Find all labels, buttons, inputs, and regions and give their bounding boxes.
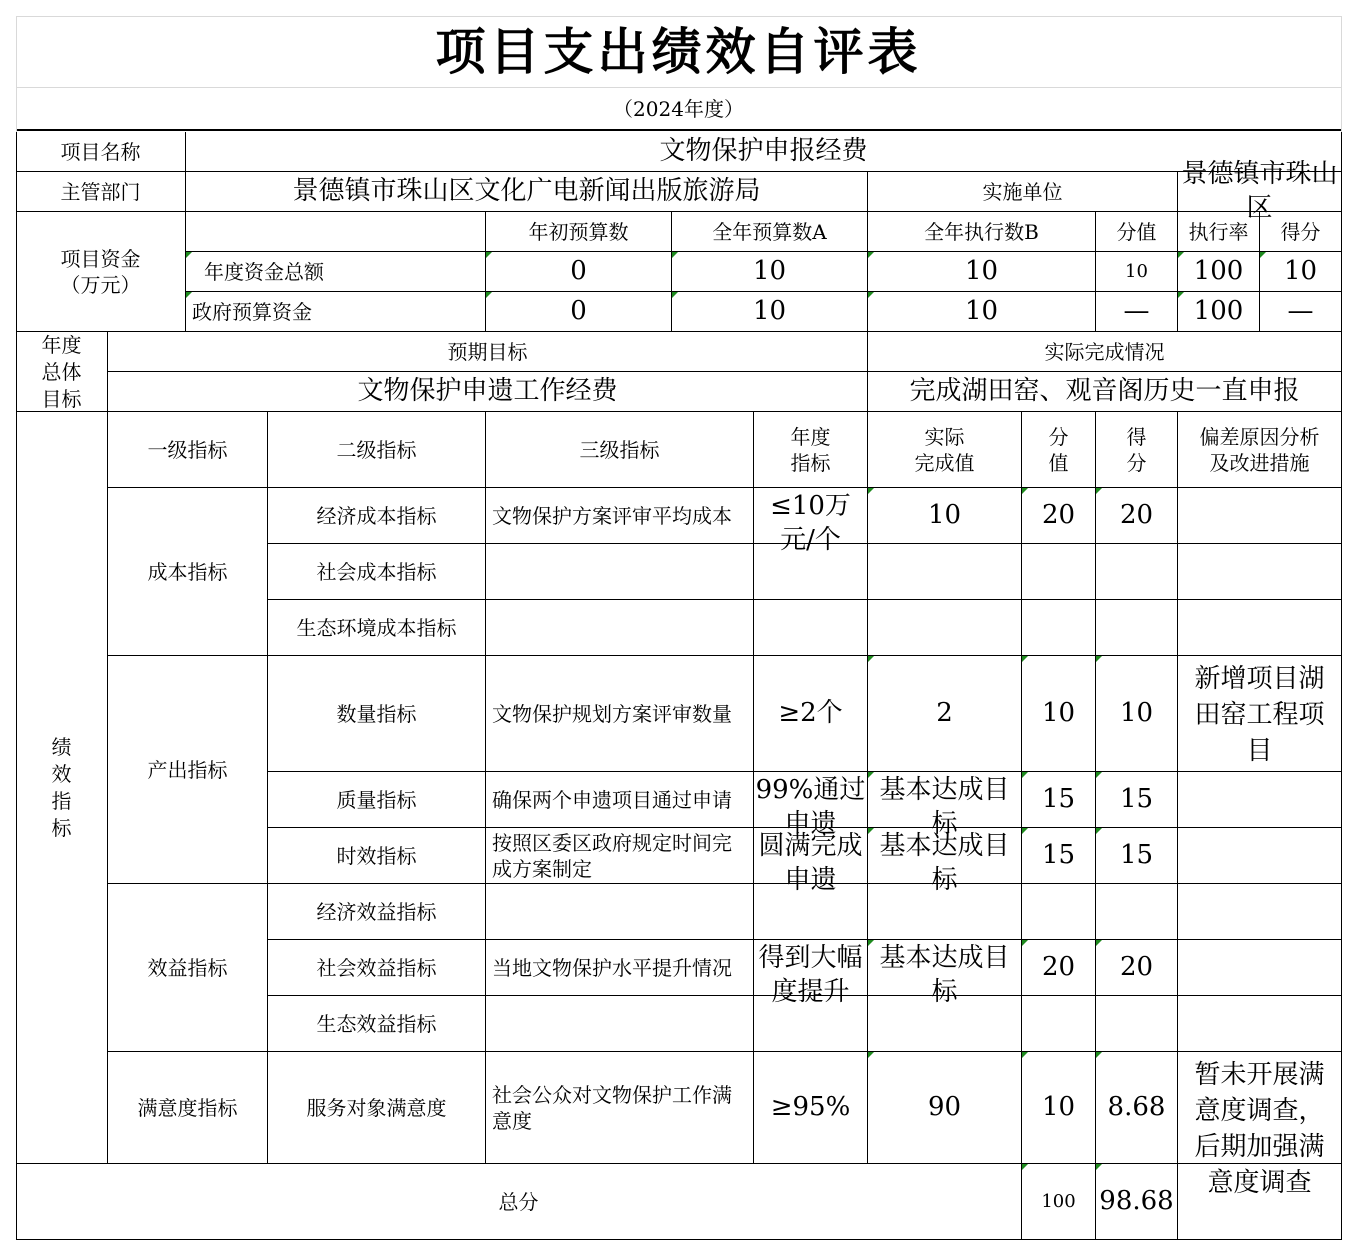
label-annual-goal	[16, 332, 108, 412]
indicator-deviation	[1178, 940, 1342, 996]
indicator-annual-target-text: 圆满完成申遗	[758, 831, 863, 895]
indicator-annual-target	[754, 884, 868, 940]
indicator-score	[1096, 828, 1178, 884]
funds-total-rate	[1178, 252, 1260, 292]
indicator-score-value-text: 15	[1041, 839, 1076, 870]
indicator-actual-value-text: 90	[927, 1091, 962, 1122]
header-annual-budget-text: 全年预算数A	[712, 219, 827, 244]
indicator-level2-text: 生态环境成本指标	[296, 615, 457, 640]
label-total-score-text: 总分	[498, 1189, 539, 1214]
funds-gov-rate-text: 100	[1193, 295, 1244, 326]
indicator-annual-target	[754, 1052, 868, 1164]
indicator-score-value	[1022, 544, 1096, 600]
indicator-annual-target	[754, 544, 868, 600]
indicator-score-text: 10	[1119, 697, 1154, 728]
indicator-actual-value	[868, 600, 1022, 656]
indicator-deviation-text: 暂未开展满意度调查，后期加强满意度调查	[1194, 1060, 1325, 1198]
funds-total-executed-text: 10	[964, 255, 999, 286]
label-annual-goal-text: 年度 总体 目标	[41, 333, 82, 411]
header-level2	[268, 412, 486, 488]
project-name-text: 文物保护申报经费	[659, 135, 868, 166]
indicator-annual-target	[754, 996, 868, 1052]
indicator-deviation	[1178, 656, 1342, 772]
indicator-level3-text: 社会公众对文物保护工作满意度	[492, 1082, 732, 1133]
funds-gov-initial-text: 0	[570, 295, 587, 326]
label-department	[16, 172, 186, 212]
indicator-score-text: 15	[1119, 783, 1154, 814]
header-expected-goal	[108, 332, 868, 372]
funds-label-gov	[186, 292, 486, 332]
indicator-score	[1096, 772, 1178, 828]
label-funds-text: 项目资金 （万元）	[60, 246, 141, 297]
header-deviation	[1178, 412, 1342, 488]
indicator-annual-target	[754, 488, 868, 555]
indicator-score-value-text: 15	[1041, 783, 1076, 814]
indicator-deviation	[1178, 772, 1342, 828]
indicator-score-value	[1022, 940, 1096, 996]
header-level2-text: 二级指标	[336, 437, 417, 462]
indicator-score-value	[1022, 828, 1096, 884]
level1-cost	[108, 488, 268, 656]
indicator-level3	[486, 828, 754, 884]
indicator-level2	[268, 996, 486, 1052]
indicator-annual-target	[754, 828, 868, 895]
indicator-score	[1096, 488, 1178, 544]
funds-total-value	[1096, 252, 1178, 292]
indicator-actual-value	[868, 544, 1022, 600]
indicator-level2	[268, 600, 486, 656]
indicator-actual-value-text: 基本达成目标	[879, 831, 1010, 895]
header-actual-value	[868, 412, 1022, 488]
indicator-level2-text: 数量指标	[336, 701, 417, 726]
indicator-deviation	[1178, 600, 1342, 656]
indicator-score	[1096, 940, 1178, 996]
total-deviation-blank	[1178, 1164, 1342, 1240]
header-col-score-text: 得 分	[1126, 424, 1147, 475]
indicator-annual-target-text: 99%通过申遗	[755, 775, 866, 839]
header-initial-budget-text: 年初预算数	[528, 219, 629, 244]
indicator-level3-text: 确保两个申遗项目通过申请	[492, 787, 732, 812]
header-level3	[486, 412, 754, 488]
indicator-annual-target	[754, 600, 868, 656]
impl-unit-name	[1178, 158, 1342, 223]
header-executed	[868, 212, 1096, 252]
indicator-deviation	[1178, 488, 1342, 544]
indicator-actual-value	[868, 996, 1022, 1052]
indicator-level3-text: 文物保护规划方案评审数量	[492, 701, 732, 726]
header-executed-text: 全年执行数B	[924, 219, 1039, 244]
indicator-level2-text: 社会成本指标	[316, 559, 437, 584]
funds-total-initial-text: 0	[570, 255, 587, 286]
indicator-annual-target	[754, 940, 868, 1007]
funds-gov-annual	[672, 292, 868, 332]
indicator-score-value-text: 20	[1041, 499, 1076, 530]
year-label-text: （2024年度）	[613, 96, 744, 121]
indicator-level3	[486, 940, 754, 996]
funds-total-value-text: 10	[1125, 260, 1148, 282]
indicator-score-value-text: 10	[1041, 1091, 1076, 1122]
indicator-actual-value	[868, 1052, 1022, 1164]
funds-gov-executed-text: 10	[964, 295, 999, 326]
header-annual-target-text: 年度 指标	[790, 424, 831, 475]
funds-gov-annual-text: 10	[752, 295, 787, 326]
header-level1	[108, 412, 268, 488]
indicator-score-value	[1022, 884, 1096, 940]
indicator-score-value	[1022, 656, 1096, 772]
header-col-score	[1096, 412, 1178, 488]
header-expected-goal-text: 预期目标	[447, 339, 528, 364]
indicator-level3-text: 当地文物保护水平提升情况	[492, 955, 732, 980]
funds-label-total-text: 年度资金总额	[204, 259, 324, 284]
header-score-value-text: 分值	[1116, 219, 1157, 244]
indicator-score-value	[1022, 996, 1096, 1052]
indicator-deviation	[1178, 884, 1342, 940]
indicator-level2	[268, 884, 486, 940]
header-deviation-text: 偏差原因分析 及改进措施	[1199, 424, 1320, 475]
header-actual-value-text: 实际 完成值	[914, 424, 975, 475]
indicator-level2-text: 生态效益指标	[316, 1011, 437, 1036]
indicator-level3	[486, 1052, 754, 1164]
indicator-level2-text: 服务对象满意度	[306, 1095, 447, 1120]
indicator-deviation	[1178, 1052, 1342, 1198]
header-col-score-value	[1022, 412, 1096, 488]
indicator-level2	[268, 940, 486, 996]
department-name-text: 景德镇市珠山区文化广电新闻出版旅游局	[292, 175, 761, 206]
page-title-text: 项目支出绩效自评表	[435, 22, 922, 81]
header-exec-rate	[1178, 212, 1260, 252]
indicator-level3	[486, 772, 754, 828]
header-col-score-value-text: 分 值	[1048, 424, 1069, 475]
label-total-score	[16, 1164, 1022, 1240]
total-score	[1096, 1164, 1178, 1240]
indicator-deviation-text: 新增项目湖田窑工程项目	[1194, 664, 1325, 766]
indicator-level2	[268, 544, 486, 600]
funds-label-total	[186, 252, 486, 292]
indicator-level3-text: 按照区委区政府规定时间完成方案制定	[492, 830, 732, 881]
indicator-level2-text: 经济效益指标	[316, 899, 437, 924]
header-annual-target	[754, 412, 868, 488]
actual-status-text	[868, 372, 1342, 412]
indicator-score-value-text: 10	[1041, 697, 1076, 728]
indicator-score	[1096, 996, 1178, 1052]
label-department-text: 主管部门	[60, 179, 141, 204]
header-level1-text: 一级指标	[147, 437, 228, 462]
total-score-value-text: 100	[1041, 1190, 1076, 1212]
indicator-score-value	[1022, 1052, 1096, 1164]
funds-gov-executed	[868, 292, 1096, 332]
label-project-name	[16, 132, 186, 172]
funds-gov-score-text: —	[1287, 295, 1314, 326]
indicator-annual-target-text: ≥95%	[770, 1091, 851, 1122]
total-score-value	[1022, 1164, 1096, 1240]
page-title	[16, 16, 1342, 88]
label-performance-indicators-text: 绩 效 指 标	[51, 734, 72, 840]
indicator-level3	[486, 996, 754, 1052]
header-actual-status-text: 实际完成情况	[1044, 339, 1165, 364]
funds-total-rate-text: 100	[1193, 255, 1244, 286]
level1-benefit-text: 效益指标	[147, 955, 228, 980]
indicator-score-text: 20	[1119, 499, 1154, 530]
indicator-score	[1096, 656, 1178, 772]
year-label	[16, 88, 1342, 130]
header-score	[1260, 212, 1342, 252]
header-level3-text: 三级指标	[579, 437, 660, 462]
level1-satisfaction	[108, 1052, 268, 1164]
funds-header-blank	[186, 212, 486, 252]
indicator-level3	[486, 884, 754, 940]
header-exec-rate-text: 执行率	[1188, 219, 1249, 244]
indicator-actual-value-text: 基本达成目标	[879, 775, 1010, 839]
level1-satisfaction-text: 满意度指标	[137, 1095, 238, 1120]
funds-total-executed	[868, 252, 1096, 292]
impl-unit-name-text: 景德镇市珠山区	[1181, 158, 1338, 223]
label-funds	[16, 212, 186, 332]
header-score-text: 得分	[1280, 219, 1321, 244]
funds-total-score-text: 10	[1283, 255, 1318, 286]
funds-total-initial	[486, 252, 672, 292]
indicator-score-value	[1022, 600, 1096, 656]
indicator-score-text: 8.68	[1107, 1091, 1166, 1122]
header-actual-status	[868, 332, 1342, 372]
indicator-actual-value	[868, 828, 1022, 895]
funds-gov-value	[1096, 292, 1178, 332]
expected-goal-text-text: 文物保护申遗工作经费	[357, 375, 618, 406]
total-score-text: 98.68	[1099, 1186, 1174, 1217]
indicator-actual-value-text: 2	[936, 697, 953, 728]
level1-output-text: 产出指标	[147, 757, 228, 782]
funds-total-annual-text: 10	[752, 255, 787, 286]
indicator-annual-target-text: ≥2个	[778, 697, 843, 728]
indicator-actual-value	[868, 656, 1022, 772]
indicator-score-value-text: 20	[1041, 951, 1076, 982]
department-name	[186, 172, 868, 212]
indicator-level2-text: 经济成本指标	[316, 503, 437, 528]
label-impl-unit	[868, 172, 1178, 212]
indicator-level2	[268, 656, 486, 772]
funds-gov-value-text: —	[1123, 295, 1150, 326]
indicator-score	[1096, 544, 1178, 600]
funds-gov-initial	[486, 292, 672, 332]
indicator-deviation	[1178, 828, 1342, 884]
expected-goal-text	[108, 372, 868, 412]
indicator-annual-target	[754, 772, 868, 839]
indicator-annual-target-text: ≤10万元/个	[770, 491, 851, 555]
indicator-level3-text: 文物保护方案评审平均成本	[492, 503, 732, 528]
indicator-level3	[486, 488, 754, 544]
indicator-score-text: 15	[1119, 839, 1154, 870]
level1-cost-text: 成本指标	[147, 559, 228, 584]
indicator-level2-text: 质量指标	[336, 787, 417, 812]
indicator-actual-value	[868, 772, 1022, 839]
funds-total-annual	[672, 252, 868, 292]
indicator-score	[1096, 600, 1178, 656]
indicator-score	[1096, 1052, 1178, 1164]
indicator-level2	[268, 488, 486, 544]
funds-label-gov-text: 政府预算资金	[192, 299, 312, 324]
actual-status-text-text: 完成湖田窑、观音阁历史一直申报	[909, 375, 1300, 406]
indicator-level3	[486, 600, 754, 656]
indicator-actual-value	[868, 884, 1022, 940]
level1-benefit	[108, 884, 268, 1052]
level1-output	[108, 656, 268, 884]
header-score-value	[1096, 212, 1178, 252]
indicator-score-value	[1022, 772, 1096, 828]
indicator-level3	[486, 656, 754, 772]
indicator-level3	[486, 544, 754, 600]
indicator-annual-target-text: 得到大幅度提升	[758, 943, 863, 1007]
funds-total-score	[1260, 252, 1342, 292]
indicator-level2-text: 时效指标	[336, 843, 417, 868]
indicator-score-text: 20	[1119, 951, 1154, 982]
indicator-actual-value-text: 10	[927, 499, 962, 530]
project-name	[186, 132, 1342, 172]
indicator-actual-value-text: 基本达成目标	[879, 943, 1010, 1007]
indicator-score	[1096, 884, 1178, 940]
funds-gov-rate	[1178, 292, 1260, 332]
label-impl-unit-text: 实施单位	[982, 179, 1063, 204]
label-project-name-text: 项目名称	[60, 139, 141, 164]
indicator-level2	[268, 772, 486, 828]
funds-gov-score	[1260, 292, 1342, 332]
indicator-level2-text: 社会效益指标	[316, 955, 437, 980]
indicator-deviation	[1178, 996, 1342, 1052]
header-initial-budget	[486, 212, 672, 252]
header-annual-budget	[672, 212, 868, 252]
label-performance-indicators	[16, 412, 108, 1164]
indicator-deviation	[1178, 544, 1342, 600]
indicator-level2	[268, 828, 486, 884]
indicator-actual-value	[868, 940, 1022, 1007]
indicator-level2	[268, 1052, 486, 1164]
indicator-actual-value	[868, 488, 1022, 544]
indicator-annual-target	[754, 656, 868, 772]
indicator-score-value	[1022, 488, 1096, 544]
